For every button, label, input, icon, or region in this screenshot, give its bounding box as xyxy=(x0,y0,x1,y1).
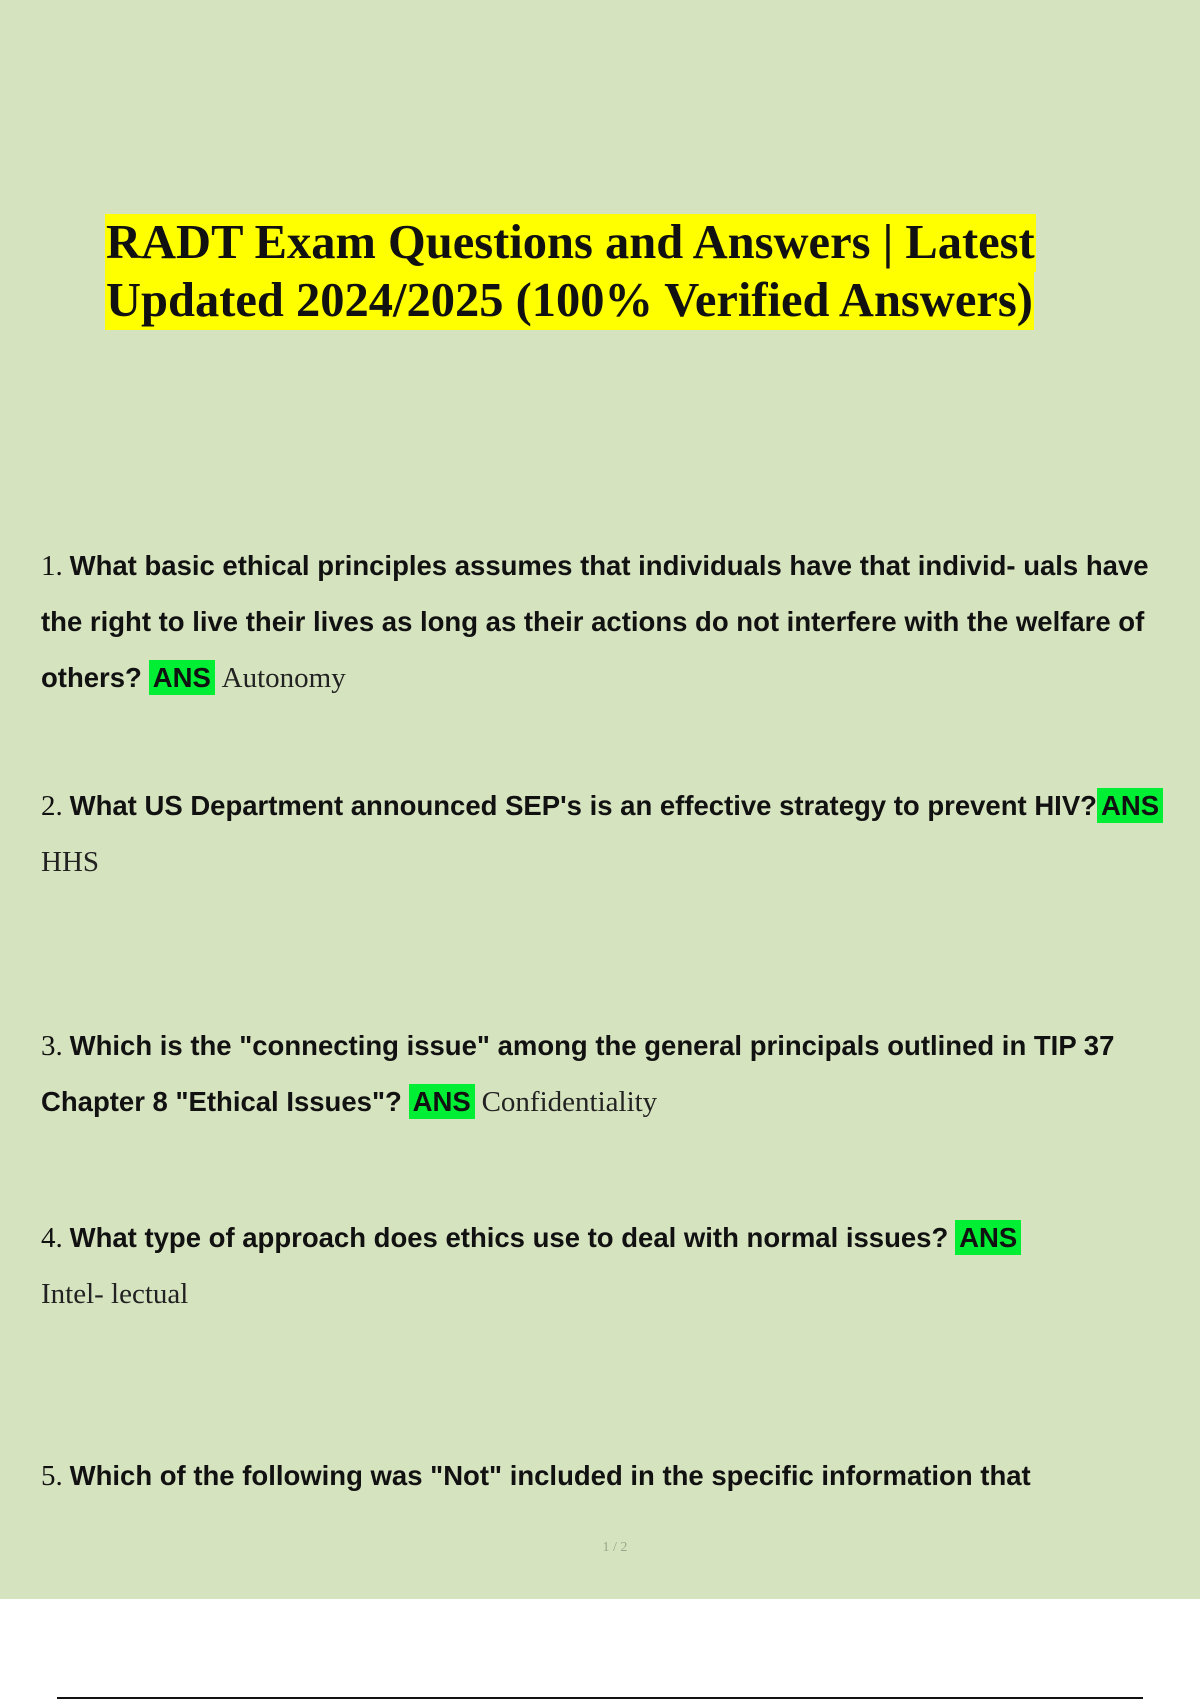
question-text: What US Department announced SEP's is an effective strategy to prevent HIV? xyxy=(69,790,1097,821)
question-number: 3. xyxy=(41,1030,63,1062)
answer-text: Intel- lectual xyxy=(41,1278,189,1310)
question-text: Which of the following was "Not" included in the specific information that xyxy=(69,1460,1031,1491)
document-title xyxy=(105,214,1135,330)
bottom-divider xyxy=(57,1697,1143,1699)
answer-text: Confidentiality xyxy=(481,1086,658,1118)
question-number: 1. xyxy=(41,550,63,582)
ans-label: ANS xyxy=(1097,788,1163,823)
question-3 xyxy=(41,1018,1191,1130)
question-number: 4. xyxy=(41,1222,63,1254)
title-line-1: RADT Exam Questions and Answers | Latest xyxy=(105,214,1036,272)
ans-label: ANS xyxy=(409,1084,475,1119)
ans-label: ANS xyxy=(149,660,215,695)
question-2 xyxy=(41,778,1191,890)
ans-label: ANS xyxy=(955,1220,1021,1255)
question-text: What basic ethical principles assumes that individuals have that individ- uals have the right to live their lives as long as their actions do not interfere with the welfare of others? xyxy=(41,550,1149,693)
question-4 xyxy=(41,1210,1191,1322)
page-number: 1 / 2 xyxy=(602,1540,628,1555)
question-5 xyxy=(41,1448,1191,1504)
answer-text: HHS xyxy=(41,846,100,878)
question-text: Which is the "connecting issue" among the general principals outlined in TIP 37 Chapter 8 "Ethical Issues"? xyxy=(41,1030,1115,1117)
question-text: What type of approach does ethics use to deal with normal issues? xyxy=(69,1222,949,1253)
title-line-2: Updated 2024/2025 (100% Verified Answers) xyxy=(105,272,1034,330)
question-number: 5. xyxy=(41,1460,63,1492)
question-number: 2. xyxy=(41,790,63,822)
answer-text: Autonomy xyxy=(221,662,346,694)
question-1 xyxy=(41,538,1191,706)
